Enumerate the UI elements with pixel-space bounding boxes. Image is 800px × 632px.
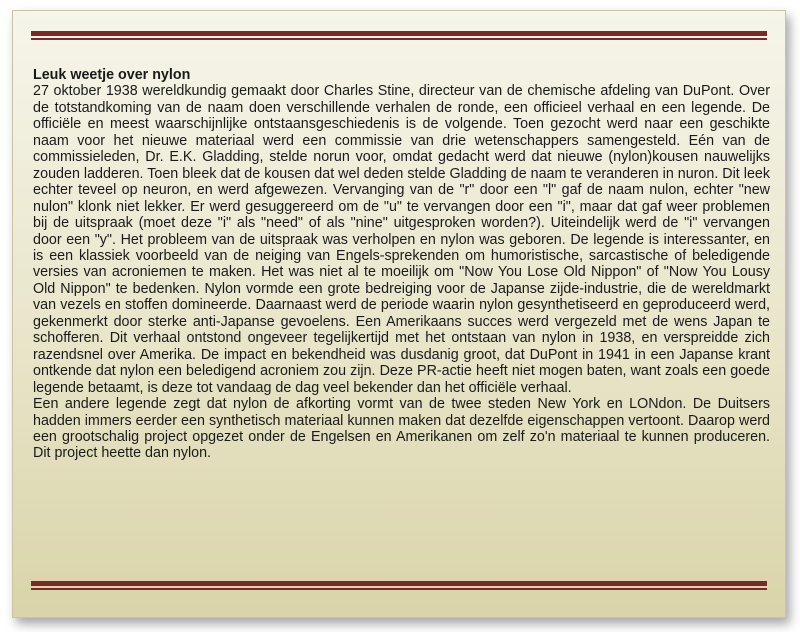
- document-title: Leuk weetje over nylon: [33, 67, 191, 83]
- bottom-divider: [31, 581, 767, 590]
- paragraph-2: Een andere legende zegt dat nylon de afkorting vormt van de twee steden New York en LONdon. De Duitsers hadden immers eerder een synthetisch materiaal kunnen maken dat dezelfde eigenschappen vertoont. Daarop werd een grootschalig project opgezet onder de Engelsen en Amerikanen om zelf zo'n materiaal te kunnen produceren. Dit project heette dan nylon.: [33, 396, 770, 462]
- top-divider: [31, 31, 767, 40]
- document-body: [33, 67, 770, 462]
- paragraph-1: 27 oktober 1938 wereldkundig gemaakt door Charles Stine, directeur van de chemische afdeling van DuPont. Over de totstandkoming van de naam doen verschillende verhalen de ronde, een officieel verhaal en een legende. De officiële en meest waarschijnlijke ontstaansgeschiedenis is de volgende. Toen gezocht werd naar een geschikte naam voor het nieuwe materiaal werd een commissie van drie wetenschappers samengesteld. Eén van de commissieleden, Dr. E.K. Gladding, stelde norun voor, omdat gedacht werd dat nieuwe (nylon)kousen nauwelijks zouden ladderen. Toen bleek dat de kousen dat wel deden stelde Gladding de naam te veranderen in nuron. Dit leek echter teveel op neuron, en werd afgewezen. Vervanging van de "r" door een "l" gaf de naam nulon, echter "new nulon" klonk niet lekker. Er werd gesuggereerd om de "u" te vervangen door een "i", maar dat gaf weer problemen bij de uitspraak (moet deze "i" als "need" of als "nine" uitgesproken worden?). Uiteindelijk werd de "i" vervangen door een "y". Het probleem van de uitspraak was verholpen en nylon was geboren. De legende is interessanter, en is een klassiek voorbeeld van de neiging van Engels-sprekenden om humoristische, sarcastische of beledigende versies van acroniemen te maken. Het was niet al te moeilijk om "Now You Lose Old Nippon" of "Now You Lousy Old Nippon" te bedenken. Nylon vormde een grote bedreiging voor de Japanse zijde-industrie, die de wereldmarkt van vezels en stoffen domineerde. Daarnaast werd de periode waarin nylon gesynthetiseerd en geproduceerd werd, gekenmerkt door sterke anti-Japanse gevoelens. Een Amerikaans succes werd vergezeld met de wens Japan te schofferen. Dit verhaal ontstond ongeveer tegelijkertijd met het ontstaan van nylon in 1938, en verspreidde zich razendsnel over Amerika. De impact en bekendheid was dusdanig groot, dat DuPont in 1941 in een Japanse krant ontkende dat nylon een beledigend acroniem zou zijn. Deze PR-actie heeft niet mogen baten, want zoals een goede legende betaamt, is deze tot vandaag de dag veel bekender dan het officiële verhaal.: [33, 83, 770, 396]
- document-card: [12, 10, 786, 618]
